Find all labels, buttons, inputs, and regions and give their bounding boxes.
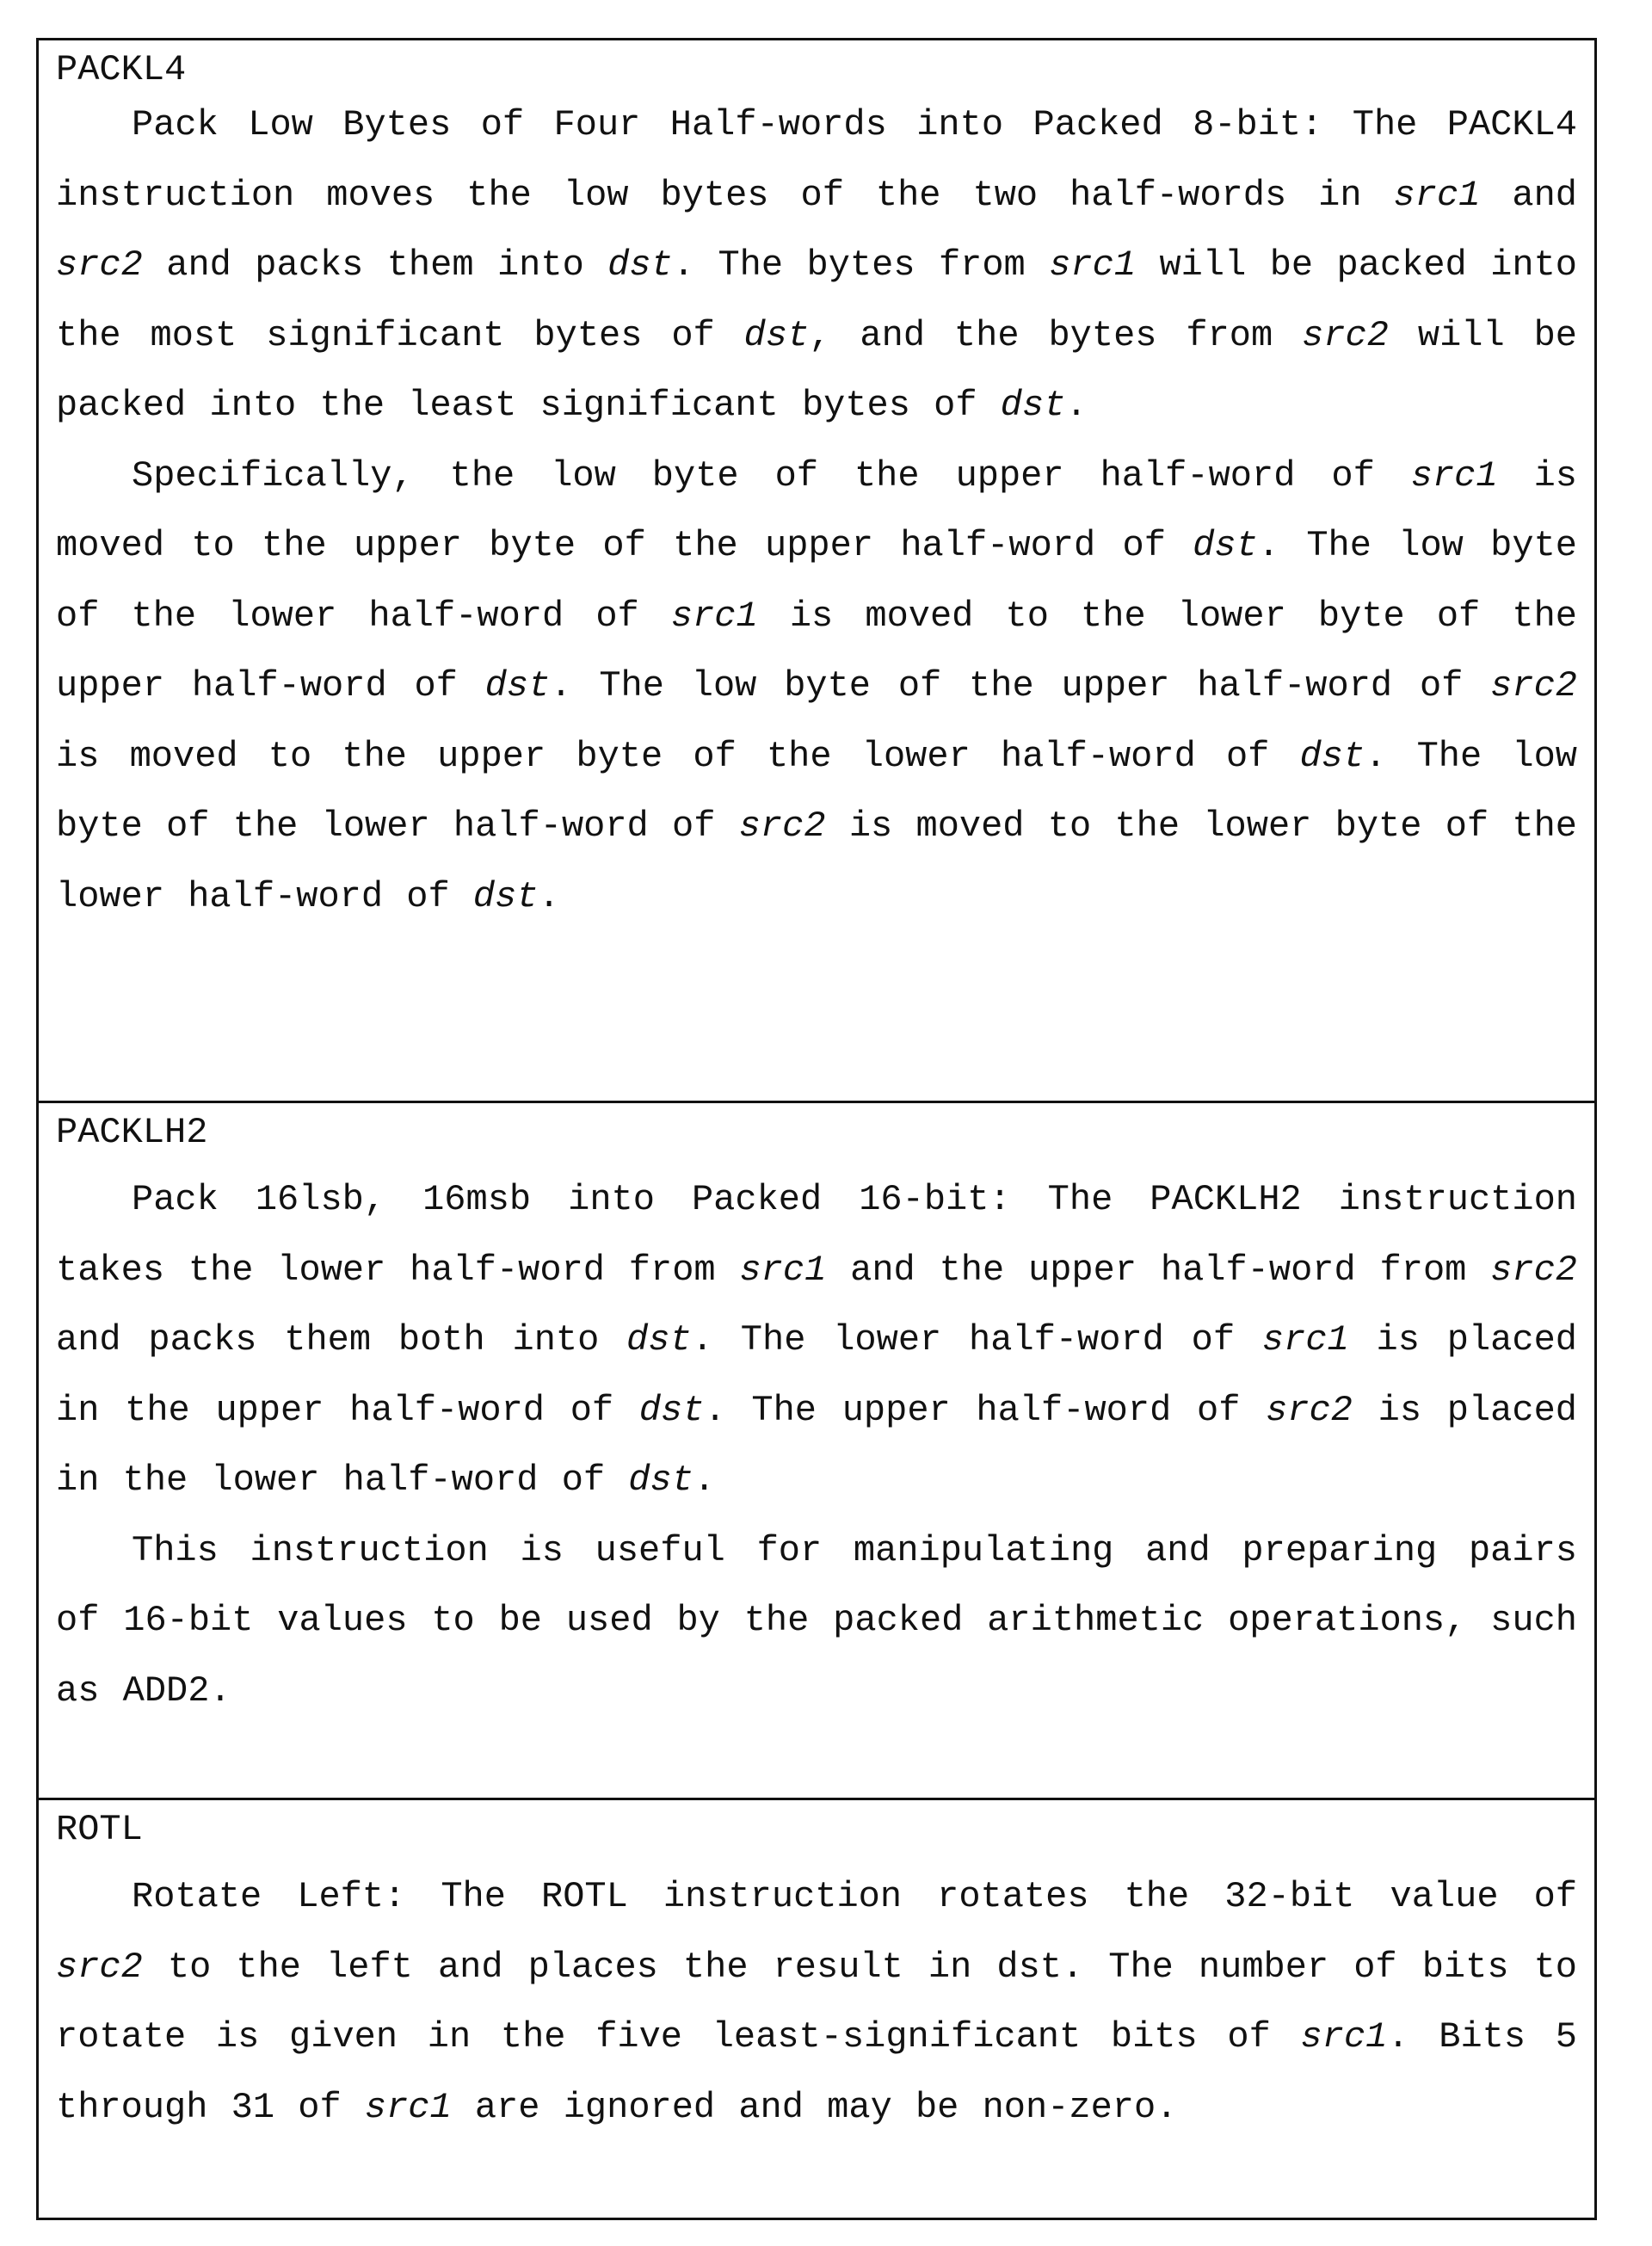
operand-name: dst	[472, 875, 539, 917]
operand-name: src1	[1300, 2016, 1388, 2058]
operand-name: src2	[1490, 1249, 1578, 1291]
operand-name: src1	[1049, 244, 1137, 286]
mnemonic-label: PACKL4	[56, 49, 187, 90]
operand-name: src1	[739, 1249, 827, 1291]
operand-name: dst	[1193, 525, 1258, 566]
operand-name: dst	[628, 1459, 693, 1501]
instruction-table	[36, 38, 1597, 2220]
operand-name: src1	[364, 2086, 452, 2128]
operand-name: dst	[743, 314, 810, 356]
operand-name: dst	[1000, 385, 1066, 426]
description-paragraph: Pack 16lsb, 16msb into Packed 16-bit: The PACKLH2 instruction takes the lower half-word from src1 and the upper half-word from src2 and packs them both into dst. The lower half-word of src1 is placed in the upper half-word of dst. The upper half-word of src2 is placed in the lower half-word of dst.	[56, 1179, 1578, 1501]
operand-name: dst	[638, 1389, 705, 1431]
mnemonic-label: PACKLH2	[56, 1112, 208, 1153]
operand-name: src1	[670, 595, 758, 637]
operand-name: dst	[484, 665, 551, 707]
operand-name: src2	[738, 805, 826, 847]
operand-name: src1	[1393, 174, 1481, 216]
operand-name: src2	[1266, 1389, 1353, 1431]
entry-packl4	[39, 40, 1594, 1101]
operand-name: src2	[1302, 314, 1389, 356]
entry-rotl	[39, 1798, 1594, 2218]
entry-packlh2	[39, 1101, 1594, 1798]
operand-name: src2	[56, 244, 143, 286]
operand-name: src1	[1261, 1319, 1349, 1361]
mnemonic-label: ROTL	[56, 1809, 143, 1850]
description-paragraph: Pack Low Bytes of Four Half-words into Packed 8-bit: The PACKL4 instruction moves the low bytes of the two half-words in src1 and src2 and packs them into dst. The bytes from src1 will be packed into the most significant bytes of dst, and the bytes from src2 will be packed into the least significant bytes of dst.	[56, 104, 1577, 426]
operand-name: src1	[1410, 454, 1498, 497]
operand-name: dst	[607, 244, 673, 286]
operand-name: dst	[1299, 735, 1365, 777]
description-paragraph: This instruction is useful for manipulating and preparing pairs of 16-bit values to be used by the packed arithmetic operations, such as ADD2.	[56, 1529, 1577, 1712]
operand-name: dst	[626, 1319, 692, 1361]
description-paragraph: Rotate Left: The ROTL instruction rotates the 32-bit value of src2 to the left and places the result in dst. The number of bits to rotate is given in the five least-significant bits of src1. Bits 5 through 31 of src1 are ignored and may be non-zero.	[56, 1876, 1577, 2128]
description-paragraph: Specifically, the low byte of the upper half-word of src1 is moved to the upper byte of the upper half-word of dst. The low byte of the lower half-word of src1 is moved to the lower byte of the upper half-word of dst. The low byte of the upper half-word of src2 is moved to the upper byte of the lower half-word of dst. The low byte of the lower half-word of src2 is moved to the lower byte of the lower half-word of dst.	[56, 454, 1577, 917]
operand-name: src2	[1490, 665, 1577, 707]
operand-name: src2	[56, 1946, 143, 1988]
